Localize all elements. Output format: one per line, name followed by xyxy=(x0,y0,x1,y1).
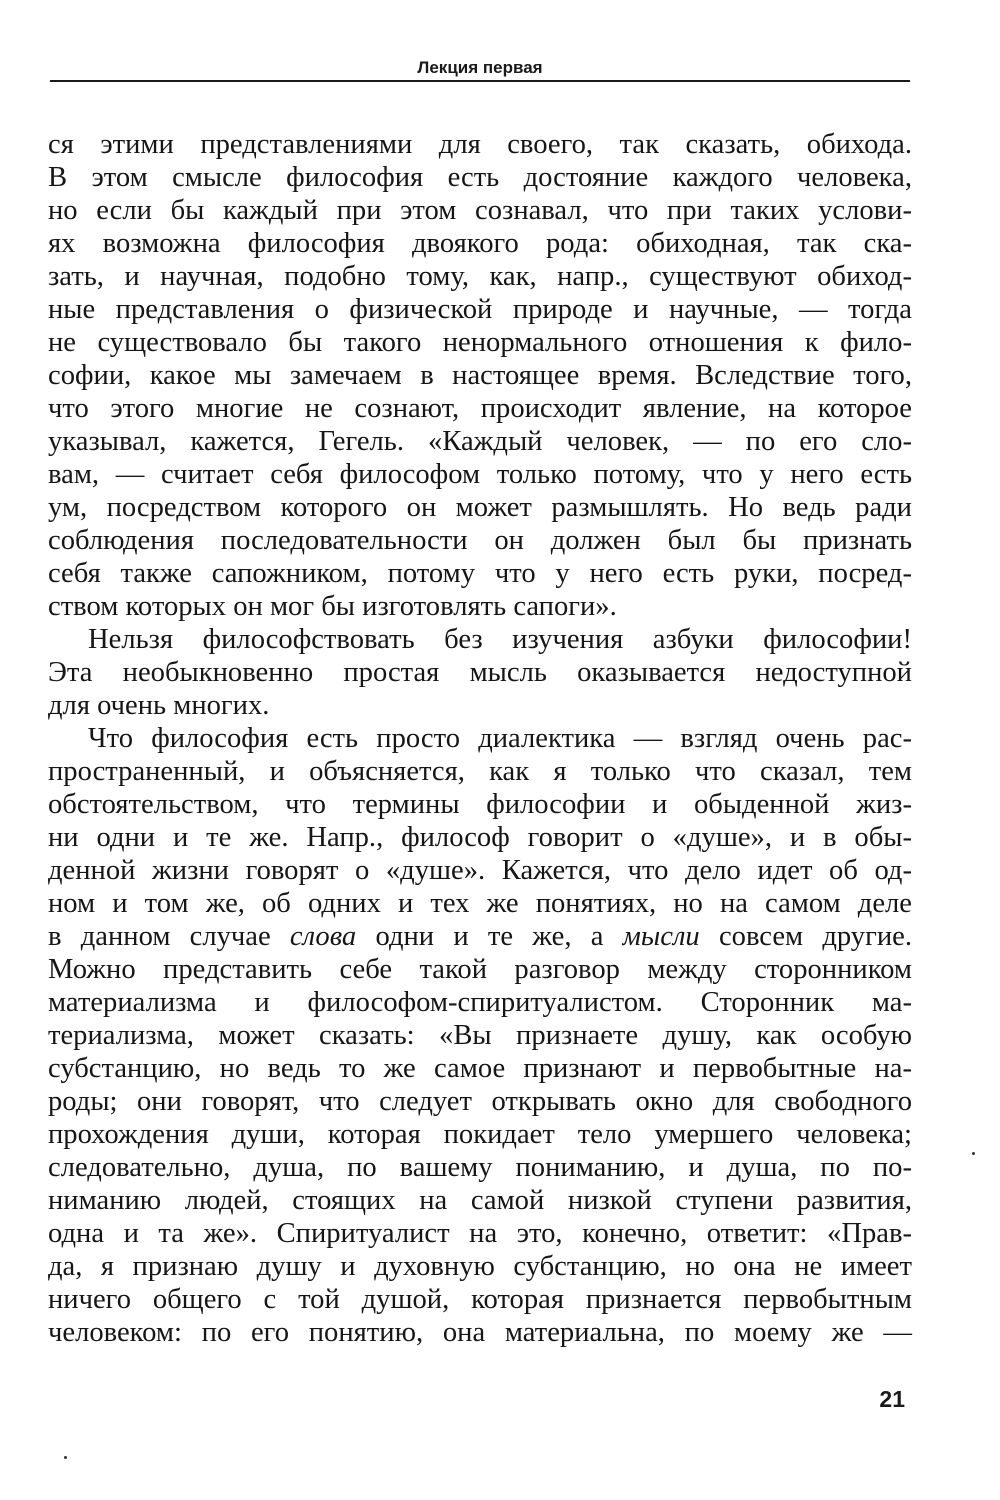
text-line: соблюдения последовательности он должен был бы признать xyxy=(48,525,912,556)
text-line: субстанцию, но ведь то же самое признают и первобытные на- xyxy=(48,1053,912,1084)
text-line: себя также сапожником, потому что у него есть руки, посред- xyxy=(48,558,912,589)
scan-speck xyxy=(64,1456,67,1459)
text-line: материализма и философом-спиритуалистом. Сторонник ма- xyxy=(48,987,912,1018)
text-line: да, я признаю душу и духовную субстанцию, но она не имеет xyxy=(48,1251,912,1282)
text-line: Нельзя философствовать без изучения азбуки философии! xyxy=(88,624,912,655)
text-line: ном и том же, об одних и тех же понятиях, но на самом деле xyxy=(48,888,912,919)
text-line: Можно представить себе такой разговор между сторонником xyxy=(48,954,912,985)
text-line: ни одни и те же. Напр., философ говорит о «душе», и в обы- xyxy=(48,822,912,853)
text-line: зать, и научная, подобно тому, как, напр., существуют обиход- xyxy=(48,261,912,292)
text-line: териализма, может сказать: «Вы признаете душу, как особую xyxy=(48,1020,912,1051)
text-line: В этом смысле философия есть достояние каждого человека, xyxy=(48,162,912,193)
page-number: 21 xyxy=(879,1386,905,1412)
text-run: в данном случае xyxy=(48,921,290,952)
text-line: Эта необыкновенно простая мысль оказывается недоступной xyxy=(48,657,912,688)
text-line: но если бы каждый при этом сознавал, что при таких услови- xyxy=(48,195,912,226)
text-line: ниманию людей, стоящих на самой низкой ступени развития, xyxy=(48,1185,912,1216)
text-line: не существовало бы такого ненормального отношения к фило- xyxy=(48,327,912,358)
text-line: для очень многих. xyxy=(48,690,270,721)
text-line: ся этими представлениями для своего, так сказать, обихода. xyxy=(48,129,912,160)
text-line: роды; они говорят, что следует открывать окно для свободного xyxy=(48,1086,912,1117)
emphasis-word: мысли xyxy=(622,921,700,952)
text-line: вам, — считает себя философом только потому, что у него есть xyxy=(48,459,912,490)
text-line: ничего общего с той душой, которая признается первобытным xyxy=(48,1284,912,1315)
header-rule xyxy=(50,80,910,82)
text-line: ум, посредством которого он может размышлять. Но ведь ради xyxy=(48,492,912,523)
text-line: софии, какое мы замечаем в настоящее время. Вследствие того, xyxy=(48,360,912,391)
text-line: денной жизни говорят о «душе». Кажется, что дело идет об од- xyxy=(48,855,912,886)
emphasis-word: слова xyxy=(289,921,357,952)
text-run: совсем другие. xyxy=(699,921,912,952)
text-run: одни и те же, а xyxy=(356,921,623,952)
text-line: обстоятельством, что термины философии и обыденной жиз- xyxy=(48,789,912,820)
text-line: одна и та же». Спиритуалист на это, конечно, ответит: «Прав- xyxy=(48,1218,912,1249)
text-line: ством которых он мог бы изготовлять сапоги». xyxy=(48,591,617,622)
text-line: что этого многие не сознают, происходит явление, на которое xyxy=(48,393,912,424)
running-title: Лекция первая xyxy=(417,58,543,77)
text-line: ях возможна философия двоякого рода: обиходная, так ска- xyxy=(48,228,912,259)
text-line: ные представления о физической природе и научные, — тогда xyxy=(48,294,912,325)
scan-speck xyxy=(972,1152,975,1155)
text-line-with-emphasis xyxy=(48,920,912,953)
text-line: пространенный, и объясняется, как я только что сказал, тем xyxy=(48,756,912,787)
text-line: прохождения души, которая покидает тело умершего человека; xyxy=(48,1119,912,1150)
body-text xyxy=(48,128,912,1349)
text-line: человеком: по его понятию, она материальна, по моему же — xyxy=(48,1317,912,1348)
text-line: указывал, кажется, Гегель. «Каждый человек, — по его сло- xyxy=(48,426,912,457)
text-line: Что философия есть просто диалектика — взгляд очень рас- xyxy=(88,723,912,754)
text-line: следовательно, душа, по вашему пониманию, и душа, по по- xyxy=(48,1152,912,1183)
